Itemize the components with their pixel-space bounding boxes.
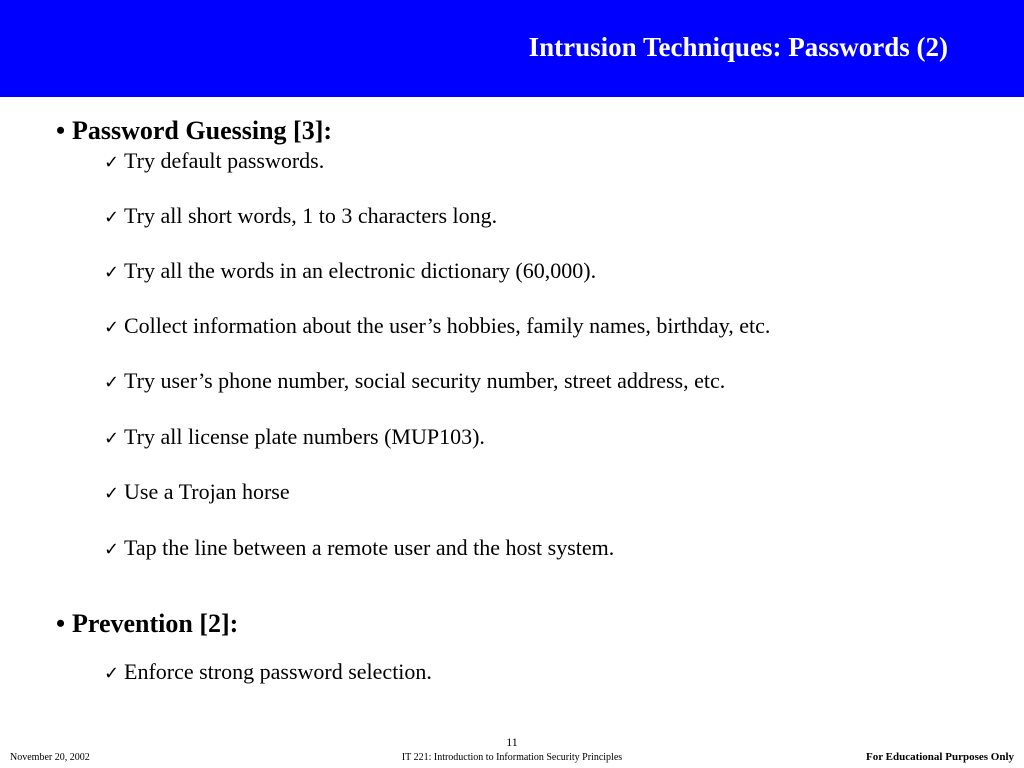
section-heading-text: Prevention [2]: xyxy=(72,609,239,638)
checkmark-icon: ✓ xyxy=(104,317,120,338)
list-item-text: Tap the line between a remote user and the host system. xyxy=(124,535,615,560)
list-item xyxy=(104,424,485,450)
section-heading-text: Password Guessing [3]: xyxy=(72,116,333,145)
section-heading-prevention xyxy=(56,609,238,639)
list-item-text: Try default passwords. xyxy=(124,148,325,173)
footer-notice: For Educational Purposes Only xyxy=(865,751,1014,763)
list-item xyxy=(104,659,432,685)
checkmark-icon: ✓ xyxy=(104,207,120,228)
bullet-icon: • xyxy=(56,116,66,145)
section-heading-password-guessing xyxy=(56,116,332,146)
bullet-icon: • xyxy=(56,609,66,638)
list-item-text: Use a Trojan horse xyxy=(124,479,290,504)
checkmark-icon: ✓ xyxy=(104,539,120,560)
page-number: 11 xyxy=(506,735,518,749)
list-item xyxy=(104,479,290,505)
checkmark-icon: ✓ xyxy=(104,152,120,173)
checkmark-icon: ✓ xyxy=(104,428,120,449)
checkmark-icon: ✓ xyxy=(104,483,120,504)
list-item-text: Try all the words in an electronic dictionary (60,000). xyxy=(124,258,597,283)
list-item xyxy=(104,258,596,284)
slide-title: Intrusion Techniques: Passwords (2) xyxy=(528,32,948,62)
checkmark-icon: ✓ xyxy=(104,372,120,393)
list-item xyxy=(104,368,725,394)
list-item xyxy=(104,203,497,229)
list-item xyxy=(104,148,324,174)
list-item xyxy=(104,535,614,561)
list-item-text: Try user’s phone number, social security number, street address, etc. xyxy=(124,368,726,393)
list-item-text: Try all license plate numbers (MUP103). xyxy=(124,424,485,449)
list-item-text: Collect information about the user’s hobbies, family names, birthday, etc. xyxy=(124,313,771,338)
header-bar xyxy=(0,0,1024,97)
footer-date: November 20, 2002 xyxy=(10,752,90,763)
list-item xyxy=(104,313,770,339)
list-item-text: Enforce strong password selection. xyxy=(124,659,432,684)
checkmark-icon: ✓ xyxy=(104,262,120,283)
footer-course: IT 221: Introduction to Information Security Principles xyxy=(401,752,623,763)
checkmark-icon: ✓ xyxy=(104,663,120,684)
list-item-text: Try all short words, 1 to 3 characters long. xyxy=(124,203,498,228)
